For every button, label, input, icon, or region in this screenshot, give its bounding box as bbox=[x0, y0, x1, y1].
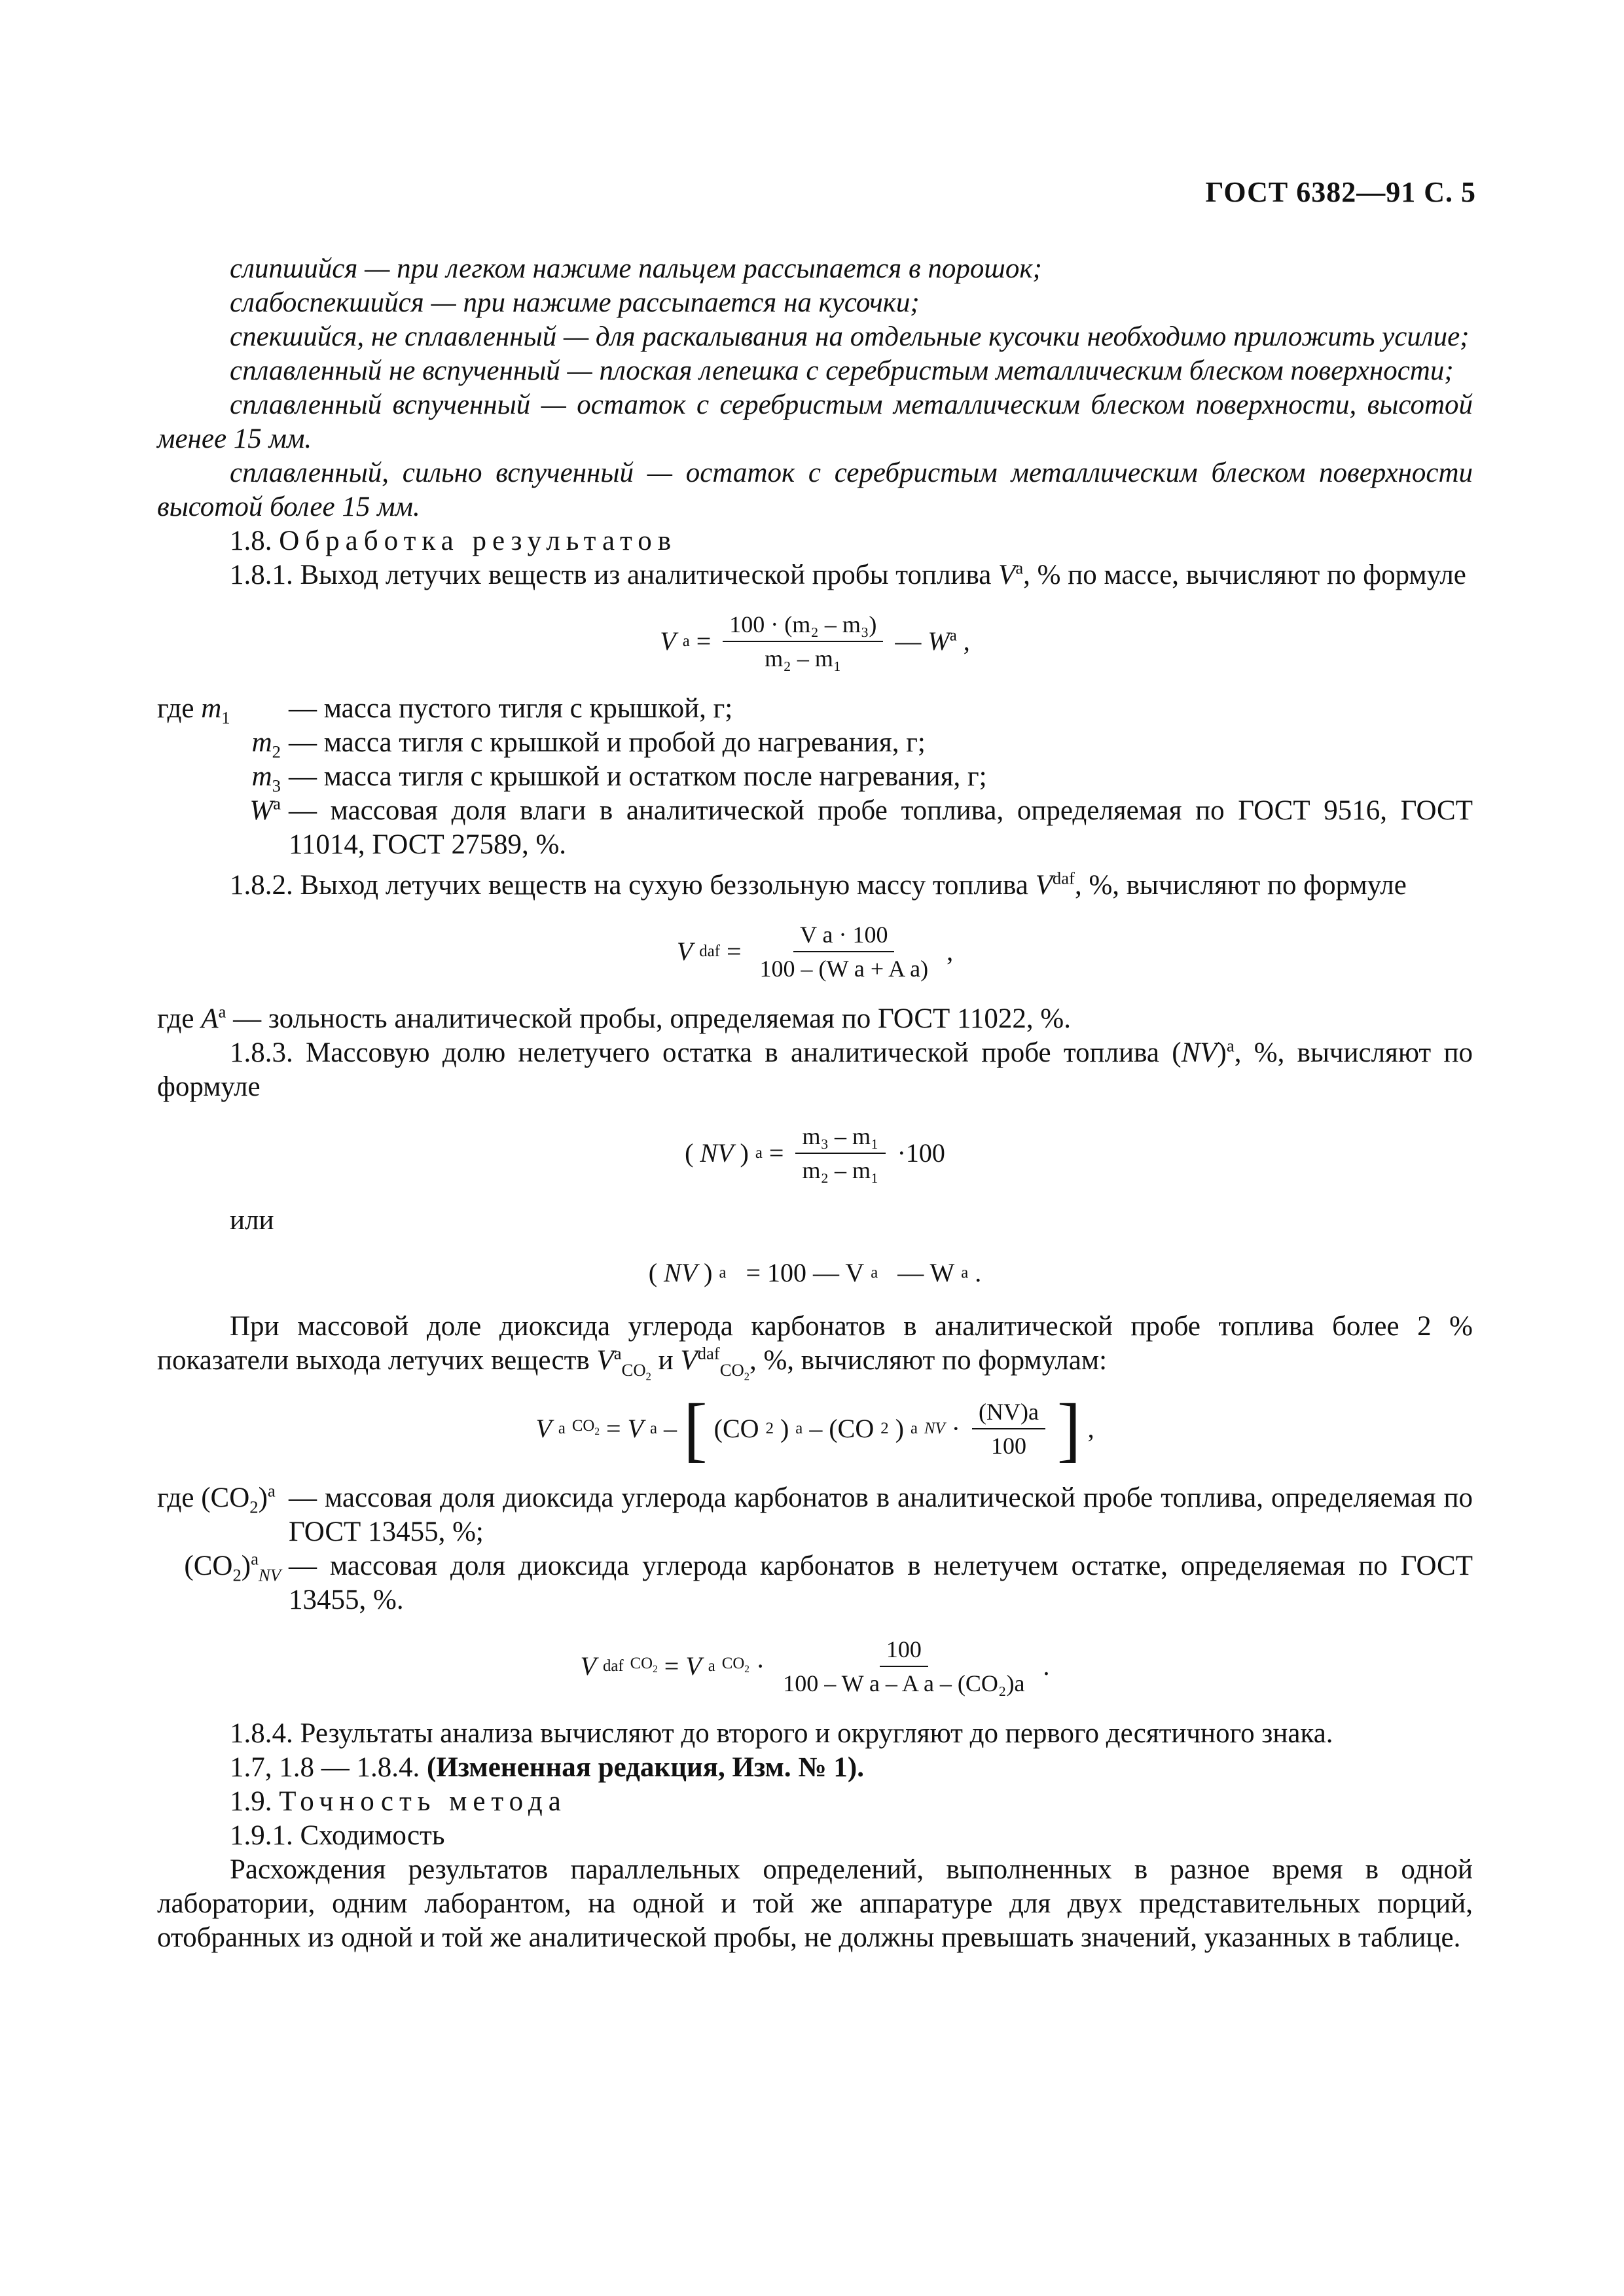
formula-volatile-analytical: V a = $\frac{\text{100 · (m₂ – m₃)}}{\text{m₂ – m₁}}$ — $W^a$ , bbox=[660, 611, 970, 672]
text-fragment: и bbox=[651, 1345, 681, 1376]
def-symbol: где $(CO_2)^a$ bbox=[157, 1480, 276, 1517]
def-text: — масса пустого тигля с крышкой, г; bbox=[289, 693, 733, 724]
formula-tail: ·100 bbox=[897, 1138, 945, 1168]
def-text: — массовая доля диоксида углерода карбонатов в аналитической пробе топлива, определяемая по ГОСТ 13455, %; bbox=[289, 1482, 1473, 1547]
text-fragment: , %, вычисляют по формуле bbox=[157, 1037, 1473, 1102]
section-heading-1-9 bbox=[157, 1785, 1473, 1819]
paragraph-co2: При массовой доле диоксида углерода карбонатов в аналитической пробе топлива более 2 % показатели выхода летучих веществ $V^a_{CO_2}$ и $V^{daf}_{CO_2}$, %, вычисляют по формулам: bbox=[157, 1311, 1473, 1382]
def-symbol: $W^a$ bbox=[249, 793, 281, 826]
formula-nonvolatile-alt: ( NV ) a = 100 — V a — W a . bbox=[157, 1256, 1473, 1290]
definitions-list-co2 bbox=[157, 1481, 1473, 1617]
document-body bbox=[157, 252, 1473, 1955]
formula-tail: . bbox=[1043, 1651, 1050, 1681]
text-fragment: 1.8.2. Выход летучих веществ на сухую беззольную массу топлива bbox=[230, 870, 1036, 901]
numerator: 100 bbox=[880, 1636, 928, 1667]
def-text: — масса тигля с крышкой и пробой до нагревания, г; bbox=[289, 727, 926, 758]
or-label: или bbox=[230, 1205, 274, 1236]
text-line: слипшийся — при легком нажиме пальцем рассыпается в порошок; bbox=[230, 253, 1042, 284]
text-line: слабоспекшийся — при нажиме рассыпается на кусочки; bbox=[230, 287, 920, 318]
definition-ash bbox=[157, 1002, 1473, 1036]
fraction bbox=[776, 1636, 1031, 1697]
text-fragment: 1.8.1. Выход летучих веществ из аналитической пробы топлива bbox=[230, 560, 999, 590]
bracket-left: [ bbox=[683, 1389, 708, 1469]
formula-volatile-daf: V daf = $\frac{\text{V a · 100}}{\text{100 – (W a + A a)}}$ , bbox=[676, 922, 954, 982]
formula-co2-daf: V daf $CO_2$ = V a $CO_2$ · $\frac{100}{\text{100 – W a – A a – (CO₂)a}}$ . bbox=[580, 1636, 1050, 1696]
def-symbol: где $A^a$ bbox=[157, 1001, 226, 1034]
text-line: сплавленный не вспученный — плоская лепешка с серебристым металлическим блеском поверхности; bbox=[230, 355, 1454, 386]
fraction bbox=[753, 921, 935, 982]
numerator: 100 · (m₂ – m₃) bbox=[723, 611, 883, 642]
paragraph-final: Расхождения результатов параллельных определений, выполненных в разное время в одной лаборатории, одним лаборантом, на одной и той же аппаратуре для двух представительных порций, отобранных из одной и той же аналитической пробы, не должны превышать значений, указанных в таблице. bbox=[157, 1854, 1473, 1953]
numerator: m₃ – m₁ bbox=[795, 1122, 885, 1154]
section-heading-1-8 bbox=[157, 524, 1473, 558]
paragraph-1-8-4: 1.8.4. Результаты анализа вычисляют до второго и округляют до первого десятичного знака. bbox=[230, 1718, 1333, 1749]
text-fragment: , %, вычисляют по формулам: bbox=[749, 1345, 1108, 1376]
section-title: Точность метода bbox=[279, 1786, 567, 1817]
amendment-note: (Измененная редакция, Изм. № 1). bbox=[427, 1752, 864, 1783]
formula-tail: — $W^a$ , bbox=[895, 626, 970, 656]
fraction bbox=[795, 1122, 885, 1184]
bracket-right: ] bbox=[1056, 1389, 1081, 1469]
denominator: 100 – W a – A a – (CO₂)a bbox=[783, 1670, 1025, 1696]
text-line: сплавленный, сильно вспученный — остаток с серебристым металлическим блеском поверхности высотой более 15 мм. bbox=[157, 457, 1473, 522]
def-symbol: где $m_1$ bbox=[157, 693, 230, 728]
formula-tail: , bbox=[1087, 1414, 1094, 1443]
paragraph-amendment bbox=[157, 1751, 1473, 1785]
def-text: — масса тигля с крышкой и остатком после нагревания, г; bbox=[289, 761, 987, 792]
paragraph-1-8-3: 1.8.3. Массовую долю нелетучего остатка в аналитической пробе топлива (NV)$^a$, %, вычисляют по формуле bbox=[157, 1035, 1473, 1102]
text-fragment: , %, вычисляют по формуле bbox=[1074, 870, 1407, 901]
denominator: m₂ – m₁ bbox=[765, 645, 842, 672]
denominator: m₂ – m₁ bbox=[802, 1157, 879, 1183]
paragraph-1-9-1: 1.9.1. Сходимость bbox=[230, 1820, 445, 1851]
fraction bbox=[723, 611, 883, 672]
formula-co2-analytical: V a $CO_2$ = V a – [ (CO 2 ) a – (CO 2 ) a NV · $\frac{(NV)a}{100}$ ] , bbox=[535, 1389, 1094, 1469]
text-fragment: 1.8.3. Массовую долю нелетучего остатка в аналитической пробе топлива bbox=[230, 1037, 1172, 1068]
def-symbol: $(CO_2)^a_{NV}$ bbox=[184, 1549, 281, 1585]
text-fragment: , % по массе, вычисляют по формуле bbox=[1023, 560, 1466, 590]
text-fragment: 1.7, 1.8 — 1.8.4. bbox=[230, 1752, 427, 1783]
def-text: — массовая доля влаги в аналитической пробе топлива, определяемая по ГОСТ 9516, ГОСТ 11014, ГОСТ 27589, %. bbox=[289, 795, 1473, 860]
section-title: Обработка результатов bbox=[279, 526, 677, 556]
page-header: ГОСТ 6382—91 С. 5 bbox=[1205, 176, 1476, 208]
section-number: 1.8. bbox=[230, 526, 272, 556]
text-fragment: При массовой доле диоксида углерода карбонатов в аналитической пробе топлива более 2 % показатели выхода летучих веществ bbox=[157, 1311, 1473, 1376]
fraction bbox=[972, 1398, 1045, 1460]
section-number: 1.9. bbox=[230, 1786, 272, 1817]
definitions-list bbox=[157, 692, 1473, 862]
paragraph-1-8-1: 1.8.1. Выход летучих веществ из аналитической пробы топлива $V^a$, % по массе, вычисляют по формуле bbox=[230, 558, 1466, 590]
numerator: V a · 100 bbox=[793, 921, 894, 952]
text-line: спекшийся, не сплавленный — для раскалывания на отдельные кусочки необходимо приложить усилие; bbox=[230, 321, 1470, 352]
text-line: сплавленный вспученный — остаток с серебристым металлическим блеском поверхности, высотой менее 15 мм. bbox=[157, 389, 1473, 454]
denominator: 100 bbox=[990, 1433, 1026, 1459]
def-symbol: $m_2$ bbox=[251, 727, 281, 762]
def-text: — зольность аналитической пробы, определяемая по ГОСТ 11022, %. bbox=[233, 1003, 1071, 1034]
def-symbol: $m_3$ bbox=[251, 761, 281, 796]
denominator: 100 – (W a + A a) bbox=[759, 956, 929, 982]
paragraph-1-8-2: 1.8.2. Выход летучих веществ на сухую беззольную массу топлива $V^{daf}$, %, вычисляют по формуле bbox=[230, 868, 1407, 901]
formula-text: = 100 — V bbox=[746, 1258, 865, 1287]
def-text: — массовая доля диоксида углерода карбонатов в нелетучем остатке, определяемая по ГОСТ 13455, %. bbox=[289, 1551, 1473, 1615]
formula-tail: , bbox=[947, 937, 954, 966]
formula-text: — W bbox=[897, 1258, 955, 1287]
formula-nonvolatile: ( NV ) a = $\frac{\text{m₃ – m₁}}{\text{m₂ – m₁}}$ ·100 bbox=[685, 1123, 945, 1183]
numerator: (NV)a bbox=[972, 1398, 1045, 1429]
